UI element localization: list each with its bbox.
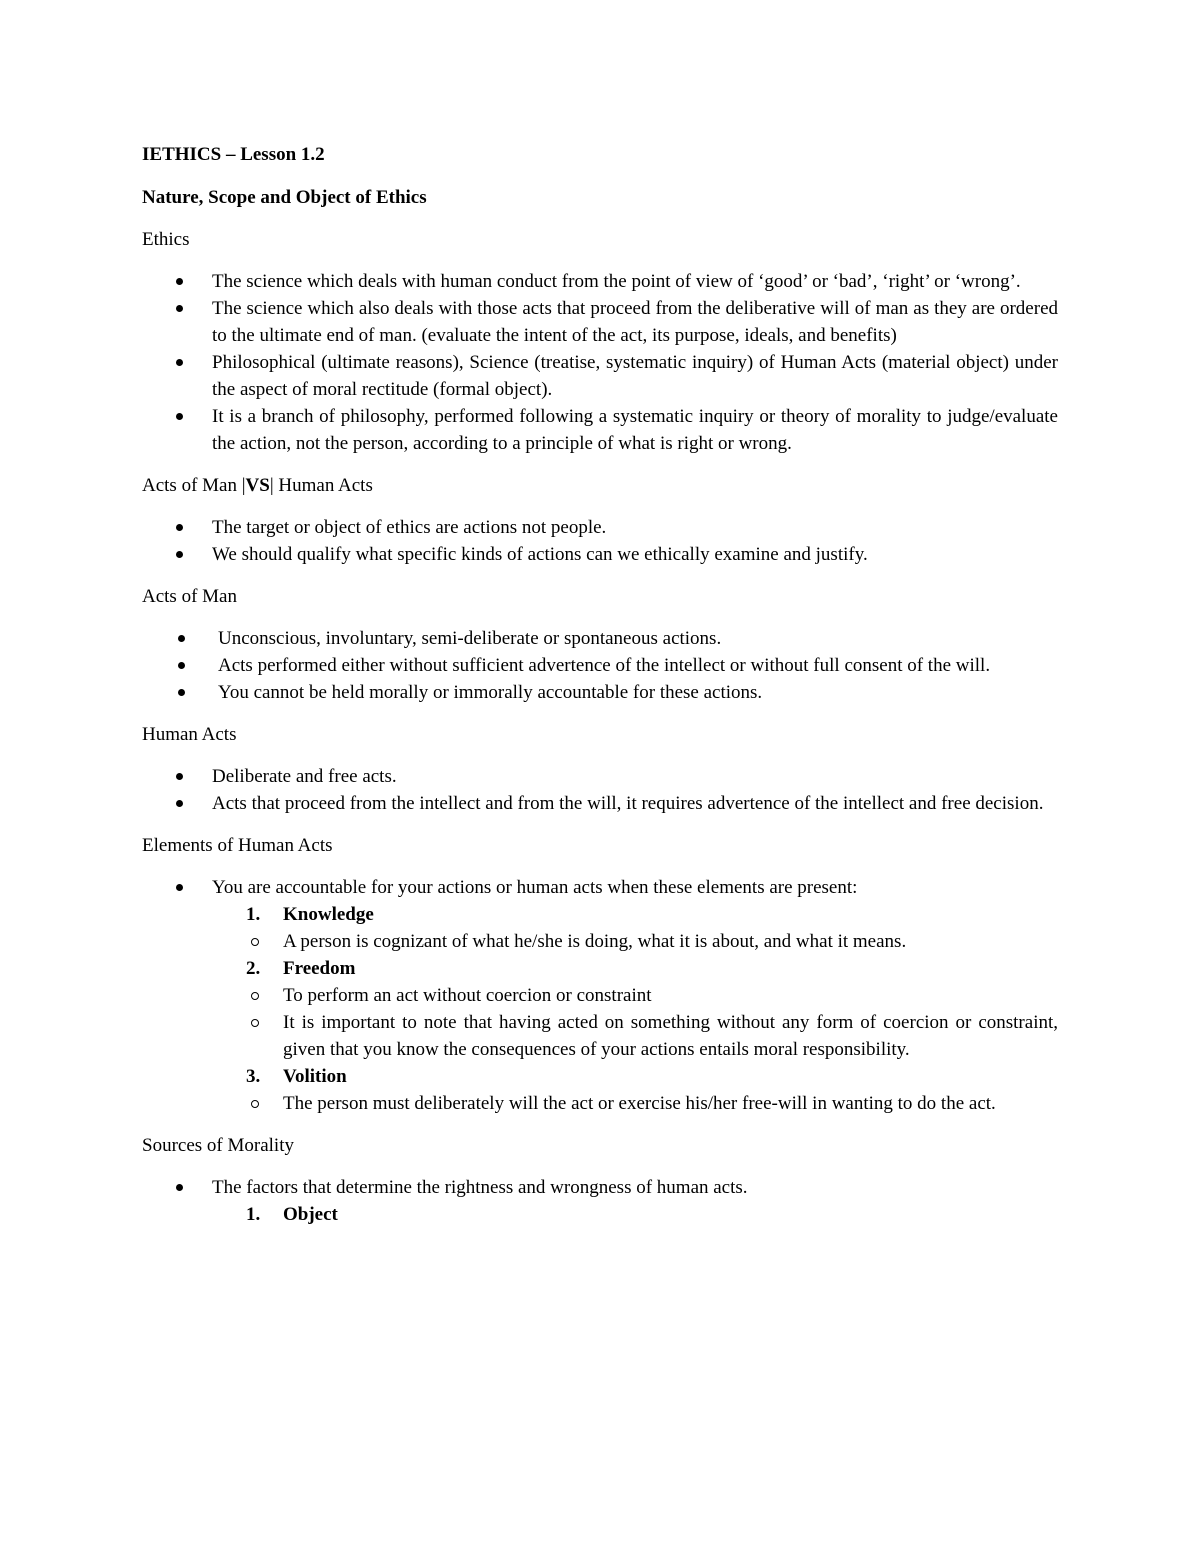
bullet-icon: [178, 635, 185, 642]
sub-bullet-item: [142, 1090, 1058, 1117]
list-item: [142, 763, 1058, 790]
item-title: Knowledge: [283, 904, 374, 925]
item-title: Volition: [283, 1066, 347, 1087]
numbered-item-volition: [142, 1063, 1058, 1090]
sources-list: [142, 1174, 1058, 1201]
list-item: [142, 295, 1058, 349]
list-item-text: The science which deals with human conduct from the point of view of ‘good’ or ‘bad’, ‘right’ or ‘wrong’.: [212, 271, 1021, 292]
elements-sublist: [142, 901, 1058, 1117]
numbered-item-object: [142, 1201, 1058, 1228]
section-heading-elements: Elements of Human Acts: [142, 835, 333, 856]
sub-bullet-text: The person must deliberately will the act or exercise his/her free-will in wanting to do the act.: [283, 1093, 996, 1114]
list-item-text: The factors that determine the rightness and wrongness of human acts.: [212, 1177, 748, 1198]
list-item-text: Deliberate and free acts.: [212, 766, 397, 787]
bullet-icon: [176, 359, 183, 366]
list-item: [142, 652, 1058, 679]
lesson-title: IETHICS – Lesson 1.2: [142, 144, 325, 165]
item-number: 2.: [246, 958, 261, 979]
bullet-icon: [176, 305, 183, 312]
list-item-text: You cannot be held morally or immorally accountable for these actions.: [218, 682, 763, 703]
ethics-list: [142, 268, 1058, 457]
item-title: Freedom: [283, 958, 356, 979]
document-content: [142, 141, 1058, 1228]
section-heading-ethics: Ethics: [142, 229, 190, 250]
list-item-text: It is a branch of philosophy, performed following a systematic inquiry or theory of morality to judge/evaluate the action, not the person, according to a principle of what is right or wrong.: [212, 406, 1058, 454]
versus-left-text: Acts of Man |: [142, 475, 246, 496]
acts-of-man-list: [142, 625, 1058, 706]
versus-list: [142, 514, 1058, 568]
sub-bullet-text: A person is cognizant of what he/she is doing, what it is about, and what it means.: [283, 931, 907, 952]
list-item-text: The science which also deals with those acts that proceed from the deliberative will of man as they are ordered to the ultimate end of man. (evaluate the intent of the act, its purpose, ideals, and benefits): [212, 298, 1058, 346]
bullet-icon: [176, 773, 183, 780]
bullet-icon: [176, 278, 183, 285]
list-item: [142, 514, 1058, 541]
numbered-item-freedom: [142, 955, 1058, 982]
item-title: Object: [283, 1204, 338, 1225]
item-number: 3.: [246, 1066, 261, 1087]
section-heading-human-acts: Human Acts: [142, 724, 237, 745]
bullet-icon: [178, 689, 185, 696]
list-item: [142, 874, 1058, 901]
section-heading-acts-of-man: Acts of Man: [142, 586, 237, 607]
bullet-icon: [176, 1184, 183, 1191]
list-item: [142, 625, 1058, 652]
section-heading-versus: [142, 472, 1058, 499]
list-item: [142, 679, 1058, 706]
list-item-text: Unconscious, involuntary, semi-deliberate or spontaneous actions.: [218, 628, 722, 649]
sub-bullet-text: It is important to note that having acted on something without any form of coercion or constraint, given that you know the consequences of your actions entails moral responsibility.: [283, 1012, 1058, 1060]
section-heading-sources: Sources of Morality: [142, 1135, 294, 1156]
bullet-icon: [176, 884, 183, 891]
bullet-icon: [176, 800, 183, 807]
circle-bullet-icon: [251, 1019, 259, 1027]
list-item-text: The target or object of ethics are actions not people.: [212, 517, 607, 538]
list-item-text: Acts performed either without sufficient advertence of the intellect or without full consent of the will.: [218, 655, 991, 676]
numbered-item-knowledge: [142, 901, 1058, 928]
list-item: [142, 541, 1058, 568]
list-item-text: You are accountable for your actions or human acts when these elements are present:: [212, 877, 858, 898]
list-item: [142, 790, 1058, 817]
item-number: 1.: [246, 904, 261, 925]
circle-bullet-icon: [251, 992, 259, 1000]
circle-bullet-icon: [251, 938, 259, 946]
item-number: 1.: [246, 1204, 261, 1225]
bullet-icon: [176, 551, 183, 558]
list-item: [142, 349, 1058, 403]
sub-bullet-item: [142, 1009, 1058, 1063]
circle-bullet-icon: [251, 1100, 259, 1108]
bullet-icon: [176, 524, 183, 531]
list-item-text: Acts that proceed from the intellect and from the will, it requires advertence of the intellect and free decision.: [212, 793, 1044, 814]
lesson-subtitle: Nature, Scope and Object of Ethics: [142, 187, 427, 208]
bullet-icon: [176, 413, 183, 420]
sources-sublist: [142, 1201, 1058, 1228]
sub-bullet-text: To perform an act without coercion or constraint: [283, 985, 652, 1006]
bullet-icon: [178, 662, 185, 669]
list-item: [142, 1174, 1058, 1201]
list-item: [142, 403, 1058, 457]
list-item-text: We should qualify what specific kinds of actions can we ethically examine and justify.: [212, 544, 868, 565]
list-item-text: Philosophical (ultimate reasons), Science (treatise, systematic inquiry) of Human Acts (material object) under the aspect of moral rectitude (formal object).: [212, 352, 1058, 400]
sub-bullet-item: [142, 982, 1058, 1009]
list-item: [142, 268, 1058, 295]
sub-bullet-item: [142, 928, 1058, 955]
versus-mid-text: VS: [245, 475, 270, 496]
human-acts-list: [142, 763, 1058, 817]
elements-list: [142, 874, 1058, 901]
versus-right-text: | Human Acts: [269, 475, 373, 496]
